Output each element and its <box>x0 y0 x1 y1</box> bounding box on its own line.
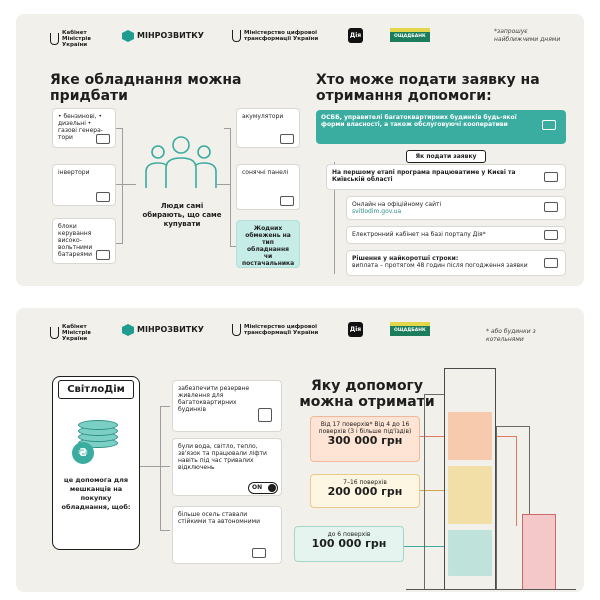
minrozvytku-badge-icon <box>122 30 134 42</box>
kabmin-logo: Кабінет Міністрів України <box>50 30 92 48</box>
svitlodim-link[interactable]: svitlodim.gov.ua <box>352 208 402 215</box>
accumulator-icon <box>280 134 294 144</box>
floors-low-band <box>448 530 492 576</box>
diya-logo: Дія <box>348 28 363 43</box>
people-caption: Люди самі обирають, що саме купувати <box>142 202 222 228</box>
trident-icon <box>232 324 241 336</box>
logo-bar <box>16 308 584 342</box>
mintsyfra-logo: Міністерство цифрової трансформації України <box>232 324 322 336</box>
right-title: Хто може подати заявку на отримання допомоги: <box>316 72 540 104</box>
warning-icon <box>544 172 558 182</box>
oschadbank-logo: ОЩАДБАНК <box>390 322 430 336</box>
equip-solar: сонячні панелі <box>236 164 300 210</box>
on-switch-icon: ON <box>248 482 278 494</box>
boiler-building-icon <box>522 514 556 590</box>
logo-bar <box>16 14 584 48</box>
web-icon <box>544 202 558 212</box>
support-title: Яку допомогу можна отримати <box>299 378 435 410</box>
tier-100k: до 6 поверхів 100 000 грн <box>294 526 404 562</box>
no-limits-note: Жодних обмежень на тип обладнання чи постачальника <box>236 220 300 268</box>
trident-icon <box>50 33 59 45</box>
people-icon <box>138 132 224 194</box>
program-name: СвітлоДім <box>58 380 134 399</box>
goal-backup-power: забезпечити резервне живлення для багатоквартирних будинків <box>172 380 282 432</box>
invite-note: *запрошує найближчими днями <box>494 28 561 43</box>
battery-control-icon <box>96 250 110 260</box>
floors-high-band <box>448 412 492 460</box>
goal-resilience: більше осель ставали стійкими та автономними <box>172 506 282 564</box>
how-to-apply-tag: Як подати заявку <box>406 150 486 163</box>
program-description: це допомога для мешканців на покупку обладнання, щоб: <box>61 476 131 511</box>
checkmark-icon <box>544 258 558 268</box>
slide-equipment <box>16 14 584 286</box>
equip-inverters: інвертори <box>52 164 116 206</box>
step-first-stage: На першому етапі програма працюватиме у Києві та Київській області <box>326 164 566 190</box>
generator-icon <box>96 134 110 144</box>
oschadbank-logo: ОЩАДБАНК <box>390 28 430 42</box>
tier-200k: 7–16 поверхів 200 000 грн <box>310 474 420 508</box>
goal-utilities: були вода, світло, тепло, зв'язок та працювали ліфти навіть під час тривалих відключень <box>172 438 282 496</box>
solar-panel-icon <box>280 196 294 206</box>
inverter-icon <box>96 192 110 202</box>
minrozvytku-logo: МІНРОЗВИТКУ <box>122 30 204 42</box>
mintsyfra-logo: Міністерство цифрової трансформації України <box>232 30 322 42</box>
trident-icon <box>50 327 59 339</box>
minrozvytku-logo: МІНРОЗВИТКУ <box>122 324 204 336</box>
minrozvytku-badge-icon <box>122 324 134 336</box>
building-icon <box>542 120 556 130</box>
applicants-box: ОСББ, управителі багатоквартирних будинків будь-якої форми власності, а також обслуговуючі кооперативи <box>316 110 566 144</box>
kabmin-logo: Кабінет Міністрів України <box>50 324 92 342</box>
footnote: * або будинки з котельнями <box>486 328 536 343</box>
house-network-icon <box>252 548 266 558</box>
diya-logo: Дія <box>348 322 363 337</box>
apartment-building-icon <box>258 408 272 422</box>
step-decision: Рішення у найкоротші строки: виплата – протягом 48 годин після погодження заявки <box>346 250 566 276</box>
equip-generators: • бензинові, • дизельні • газові генера- тори <box>52 108 116 148</box>
floors-mid-band <box>448 466 492 524</box>
equip-accumulators: акумулятори <box>236 108 300 148</box>
left-title: Яке обладнання можна придбати <box>50 72 242 104</box>
hryvnia-icon: ₴ <box>72 442 94 464</box>
step-online: Онлайн на офіційному сайті svitlodim.gov.ua <box>346 196 566 220</box>
tier-300k: Від 17 поверхів* Від 4 до 16 поверхів (3 і більше під'їздів) 300 000 грн <box>310 416 420 462</box>
equip-battery-control: блоки керування високо- вольтними батареями <box>52 218 116 264</box>
program-card <box>52 376 140 550</box>
diya-app-icon <box>544 230 558 240</box>
slide-support <box>16 308 584 592</box>
ground-line <box>406 589 576 590</box>
step-cabinet: Електронний кабінет на базі порталу Дія* <box>346 226 566 244</box>
trident-icon <box>232 30 241 42</box>
